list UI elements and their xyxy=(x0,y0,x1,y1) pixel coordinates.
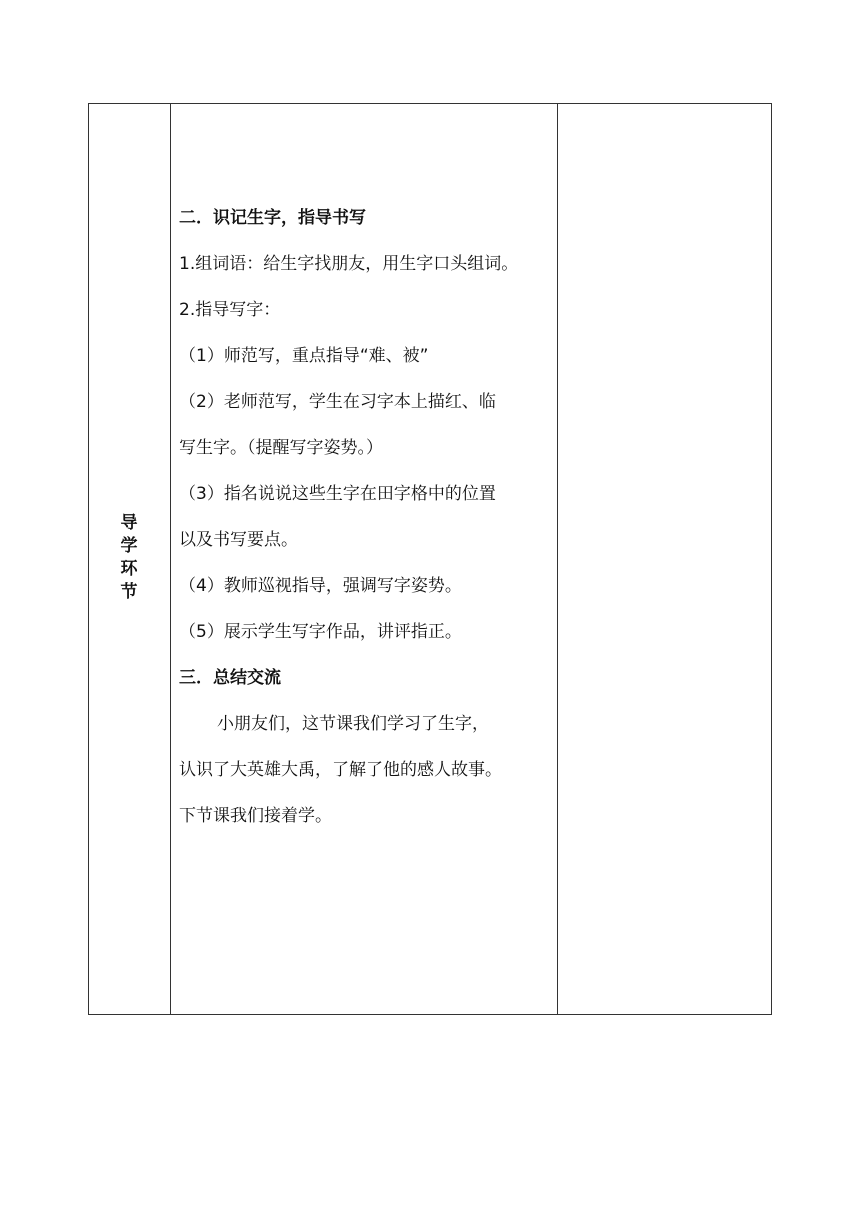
summary-line3: 下节课我们接着学。 xyxy=(179,806,332,826)
lesson-content xyxy=(179,207,551,828)
step-3-line1: （3）指名说说这些生字在田字格中的位置 xyxy=(179,484,496,504)
step-2-line1: （2）老师范写，学生在习字本上描红、临 xyxy=(179,392,496,412)
step-2-line2: 写生字。（提醒写字姿势。） xyxy=(179,438,383,458)
heading-two: 二．识记生字，指导书写 xyxy=(179,208,366,228)
section-label: 导学环节 xyxy=(120,513,138,602)
notes-cell xyxy=(557,104,771,1014)
item-2: 2.指导写字： xyxy=(179,300,281,320)
summary-line1: 小朋友们，这节课我们学习了生字， xyxy=(217,714,489,734)
content-cell xyxy=(170,104,557,1014)
heading-three: 三．总结交流 xyxy=(179,668,281,688)
item-1: 1.组词语：给生字找朋友，用生字口头组词。 xyxy=(179,254,519,274)
step-1: （1）师范写，重点指导“难、被” xyxy=(179,346,429,366)
summary-line2: 认识了大英雄大禹，了解了他的感人故事。 xyxy=(179,760,502,780)
step-3-line2: 以及书写要点。 xyxy=(179,530,298,550)
section-label-cell xyxy=(89,104,170,1014)
step-4: （4）教师巡视指导，强调写字姿势。 xyxy=(179,576,462,596)
step-5: （5）展示学生写字作品，讲评指正。 xyxy=(179,622,462,642)
lesson-table xyxy=(88,103,772,1015)
